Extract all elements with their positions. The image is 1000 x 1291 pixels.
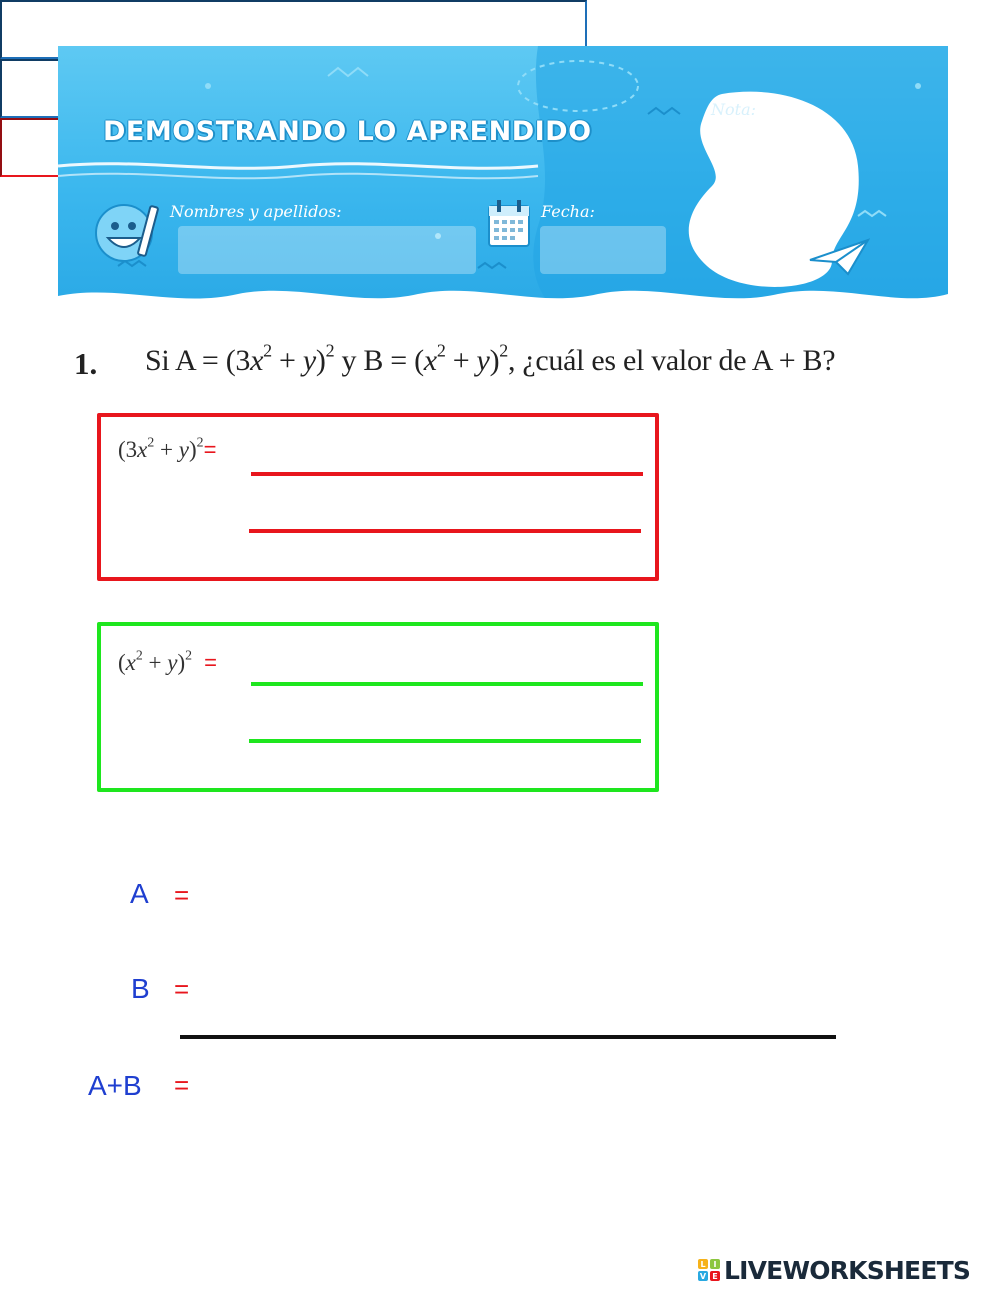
- logo-letter-v: V: [699, 1272, 707, 1281]
- liveworksheets-icon: [698, 1259, 720, 1281]
- answer-b-label: B: [131, 973, 150, 1004]
- answer-a-label: A: [130, 878, 149, 909]
- names-label: Nombres y apellidos:: [170, 202, 342, 221]
- paper-plane-icon: [808, 236, 870, 278]
- box-a-answer-line-1[interactable]: [251, 440, 643, 476]
- smiley-pencil-icon: [94, 198, 164, 268]
- grade-label: Nota:: [711, 100, 756, 119]
- calendar-icon: [486, 198, 532, 250]
- date-label: Fecha:: [541, 202, 595, 221]
- question-number: 1.: [74, 346, 98, 381]
- answer-sum-equals: =: [174, 1070, 190, 1100]
- answer-sum-label: A+B: [88, 1070, 142, 1101]
- logo-text: LIVEWORKSHEETS: [724, 1256, 971, 1285]
- date-field[interactable]: [540, 226, 666, 274]
- box-b-answer-line-1[interactable]: [251, 650, 643, 686]
- names-field[interactable]: [178, 226, 476, 274]
- box-a-answer-line-2[interactable]: [249, 497, 641, 533]
- worksheet-title: DEMOSTRANDO LO APRENDIDO: [103, 116, 592, 147]
- answer-a-equals: =: [174, 880, 190, 910]
- box-b-answer-line-2[interactable]: [249, 707, 641, 743]
- logo-letter-l: L: [700, 1260, 706, 1269]
- answer-b-equals: =: [174, 974, 190, 1004]
- header-banner: [58, 46, 948, 308]
- expression-b: $(x^2 + y)^2$ =: [118, 647, 217, 675]
- question-text: Si $A = (3x^2 + y)^2$ y $B = (x^2 + y)^2$, ¿cuál es el valor de A + B?: [145, 340, 836, 377]
- sum-divider-line: [180, 1035, 836, 1039]
- logo-letter-e: E: [712, 1272, 718, 1281]
- expression-a: $(3x^2 + y)^2=$: [118, 434, 217, 462]
- logo-letter-i: I: [713, 1260, 717, 1269]
